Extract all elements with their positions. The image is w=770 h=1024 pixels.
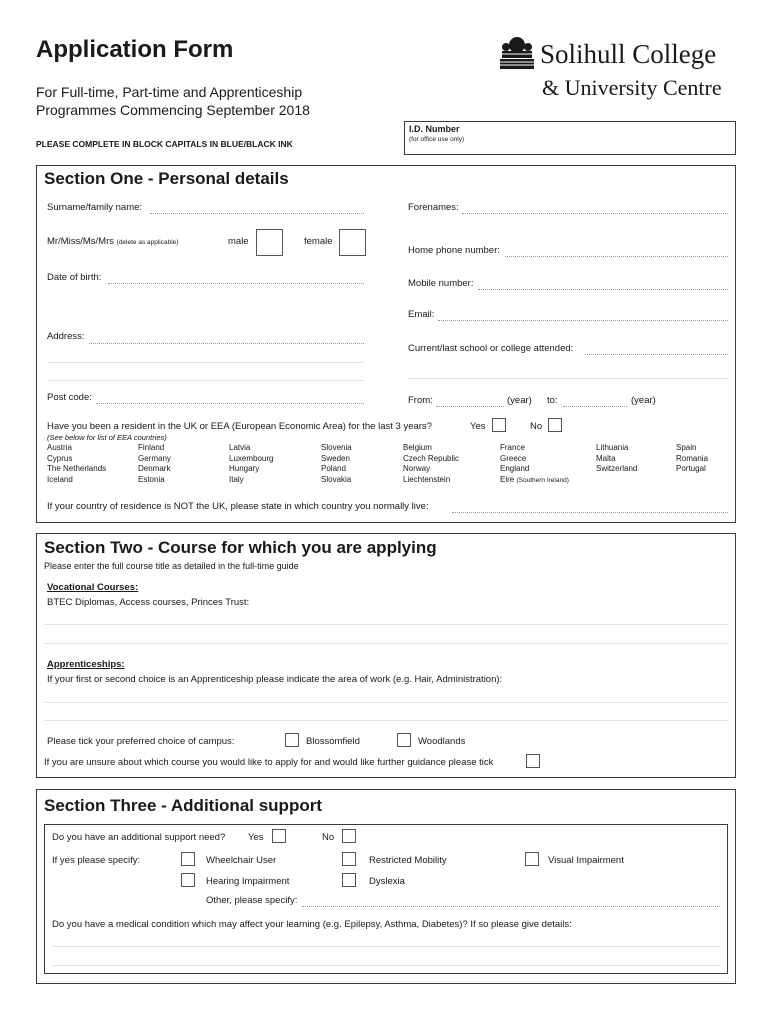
woodlands-label: Woodlands: [418, 736, 466, 747]
from-label: From:: [408, 395, 433, 406]
address-label: Address:: [47, 331, 85, 342]
guidance-checkbox[interactable]: [526, 754, 540, 768]
section-three-title: Section Three - Additional support: [44, 796, 322, 815]
eea-column-8: [676, 443, 708, 475]
country: Poland: [321, 464, 346, 473]
country: Cyprus: [47, 453, 73, 463]
from-year-field[interactable]: [436, 406, 504, 407]
country: Finland: [138, 443, 165, 452]
country: Estonia: [138, 474, 165, 484]
country: Germany: [138, 453, 171, 463]
country: Liechtenstein: [403, 474, 451, 484]
country: Greece: [500, 453, 527, 463]
section-two-title: Section Two - Course for which you are applying: [44, 538, 437, 557]
eea-column-2: [138, 443, 171, 485]
section-one-title: Section One - Personal details: [44, 169, 289, 188]
country: Switzerland: [596, 464, 638, 473]
apprenticeships-field-line1[interactable]: [44, 702, 728, 703]
hearing-checkbox[interactable]: [181, 873, 195, 887]
resident-yes-checkbox[interactable]: [492, 418, 506, 432]
year-label-1: (year): [507, 395, 532, 406]
other-label: Other, please specify:: [206, 895, 298, 906]
id-number-note: (for office use only): [409, 136, 465, 143]
section-two-intro: Please enter the full course title as detailed in the full-time guide: [44, 561, 299, 571]
country: Denmark: [138, 464, 171, 473]
apprenticeships-heading: Apprenticeships:: [47, 659, 125, 670]
country: Czech Republic: [403, 453, 460, 463]
forenames-label: Forenames:: [408, 202, 459, 213]
campus-question: Please tick your preferred choice of campus:: [47, 736, 235, 747]
support-no-checkbox[interactable]: [342, 829, 356, 843]
dob-label: Date of birth:: [47, 272, 102, 283]
country: Spain: [676, 443, 697, 452]
email-field[interactable]: [438, 320, 728, 321]
mobile-label: Mobile number:: [408, 278, 474, 289]
country: Belgium: [403, 443, 432, 452]
home-phone-field[interactable]: [505, 256, 728, 257]
eea-note: (See below for list of EEA countries): [47, 433, 167, 442]
country: Hungary: [229, 464, 260, 473]
vocational-field-line1[interactable]: [44, 624, 728, 625]
dob-field[interactable]: [108, 283, 364, 284]
medical-field-line1[interactable]: [52, 946, 720, 947]
ink-instruction: PLEASE COMPLETE IN BLOCK CAPITALS IN BLUE/BLACK INK: [36, 139, 293, 149]
dyslexia-label: Dyslexia: [369, 876, 405, 887]
to-label: to:: [547, 395, 558, 406]
resident-no-checkbox[interactable]: [548, 418, 562, 432]
hearing-label: Hearing Impairment: [206, 876, 290, 887]
support-question: Do you have an additional support need?: [52, 832, 226, 843]
resident-no-label: No: [530, 421, 543, 432]
form-subtitle-line2: Programmes Commencing September 2018: [36, 102, 310, 118]
vocational-heading: Vocational Courses:: [47, 582, 139, 593]
surname-label: Surname/family name:: [47, 202, 143, 213]
year-label-2: (year): [631, 395, 656, 406]
eea-column-6: [500, 443, 569, 486]
country: Slovenia: [321, 443, 352, 452]
logo-text-line1: Solihull College: [540, 39, 717, 69]
eea-column-3: [229, 443, 273, 485]
eea-column-5: [403, 443, 459, 485]
country: Sweden: [321, 453, 350, 463]
country: The Netherlands: [47, 464, 107, 473]
dyslexia-checkbox[interactable]: [342, 873, 356, 887]
residence-field[interactable]: [452, 512, 728, 513]
country: Luxembourg: [229, 453, 274, 463]
specify-label: If yes please specify:: [52, 855, 141, 866]
visual-checkbox[interactable]: [525, 852, 539, 866]
form-subtitle-line1: For Full-time, Part-time and Apprenticeship: [36, 84, 303, 100]
address-field-line2[interactable]: [47, 362, 364, 363]
section-three-inner-box: [44, 824, 728, 974]
country: Portugal: [676, 464, 706, 473]
mobility-checkbox[interactable]: [342, 852, 356, 866]
mobility-label: Restricted Mobility: [369, 855, 447, 866]
country: Latvia: [229, 443, 251, 452]
blossomfield-checkbox[interactable]: [285, 733, 299, 747]
home-phone-label: Home phone number:: [408, 245, 500, 256]
country: England: [500, 464, 530, 473]
country: Iceland: [47, 474, 73, 484]
school-field[interactable]: [585, 354, 728, 355]
apprenticeships-field-line2[interactable]: [44, 720, 728, 721]
logo-emblem-icon: [498, 35, 536, 71]
country: France: [500, 443, 525, 452]
country: Eire: [500, 474, 515, 484]
eea-column-7: [596, 443, 637, 475]
guidance-question: If you are unsure about which course you would like to apply for and would like further guidance please tick: [44, 757, 494, 768]
mobile-field[interactable]: [478, 289, 728, 290]
vocational-text: BTEC Diplomas, Access courses, Princes Trust:: [47, 597, 250, 608]
id-number-label: I.D. Number: [409, 124, 460, 134]
country-eire: [500, 475, 569, 487]
country: Lithuania: [596, 443, 629, 452]
postcode-label: Post code:: [47, 392, 92, 403]
support-yes-checkbox[interactable]: [272, 829, 286, 843]
support-yes-label: Yes: [248, 832, 264, 843]
blossomfield-label: Blossomfield: [306, 736, 360, 747]
apprenticeships-text: If your first or second choice is an Apprenticeship please indicate the area of work (e.g. Hair, Administration):: [47, 674, 503, 685]
school-label: Current/last school or college attended:: [408, 343, 574, 354]
resident-question: Have you been a resident in the UK or EEA (European Economic Area) for the last 3 years?: [47, 421, 432, 432]
id-number-box[interactable]: [404, 121, 736, 155]
visual-label: Visual Impairment: [548, 855, 624, 866]
medical-field-line2[interactable]: [52, 965, 720, 966]
email-label: Email:: [408, 309, 435, 320]
male-label: male: [228, 236, 249, 247]
form-title: Application Form: [36, 36, 234, 63]
male-checkbox[interactable]: [256, 229, 283, 256]
address-field-line1[interactable]: [89, 343, 364, 344]
eea-column-1: [47, 443, 106, 485]
wheelchair-label: Wheelchair User: [206, 855, 277, 866]
surname-field[interactable]: [150, 213, 364, 214]
woodlands-checkbox[interactable]: [397, 733, 411, 747]
eea-column-4: [321, 443, 352, 485]
logo-text-line2: & University Centre: [542, 75, 722, 100]
title-options: Mr/Miss/Ms/Mrs: [47, 236, 115, 247]
country: Norway: [403, 464, 431, 473]
medical-question: Do you have a medical condition which may affect your learning (e.g. Epilepsy, Asthma, Diabetes)? If so please give details:: [52, 919, 572, 930]
forenames-field[interactable]: [462, 213, 728, 214]
vocational-field-line2[interactable]: [44, 643, 728, 644]
school-field-line2[interactable]: [408, 378, 728, 379]
title-label: [47, 236, 178, 247]
country: Malta: [596, 453, 616, 463]
postcode-field[interactable]: [96, 403, 364, 404]
female-label: female: [304, 236, 333, 247]
country: Italy: [229, 474, 244, 484]
residence-question: If your country of residence is NOT the UK, please state in which country you normally live:: [47, 501, 429, 512]
resident-yes-label: Yes: [470, 421, 486, 432]
college-logo: [498, 33, 743, 101]
country: Austria: [47, 443, 72, 452]
to-year-field[interactable]: [563, 406, 627, 407]
other-field[interactable]: [302, 906, 720, 907]
wheelchair-checkbox[interactable]: [181, 852, 195, 866]
title-note: (delete as applicable): [116, 239, 179, 246]
country: Slovakia: [321, 474, 352, 484]
female-checkbox[interactable]: [339, 229, 366, 256]
support-no-label: No: [322, 832, 335, 843]
country: Romania: [676, 453, 709, 463]
eire-note: (Southern Ireland): [516, 476, 569, 484]
address-field-line3[interactable]: [47, 380, 364, 381]
